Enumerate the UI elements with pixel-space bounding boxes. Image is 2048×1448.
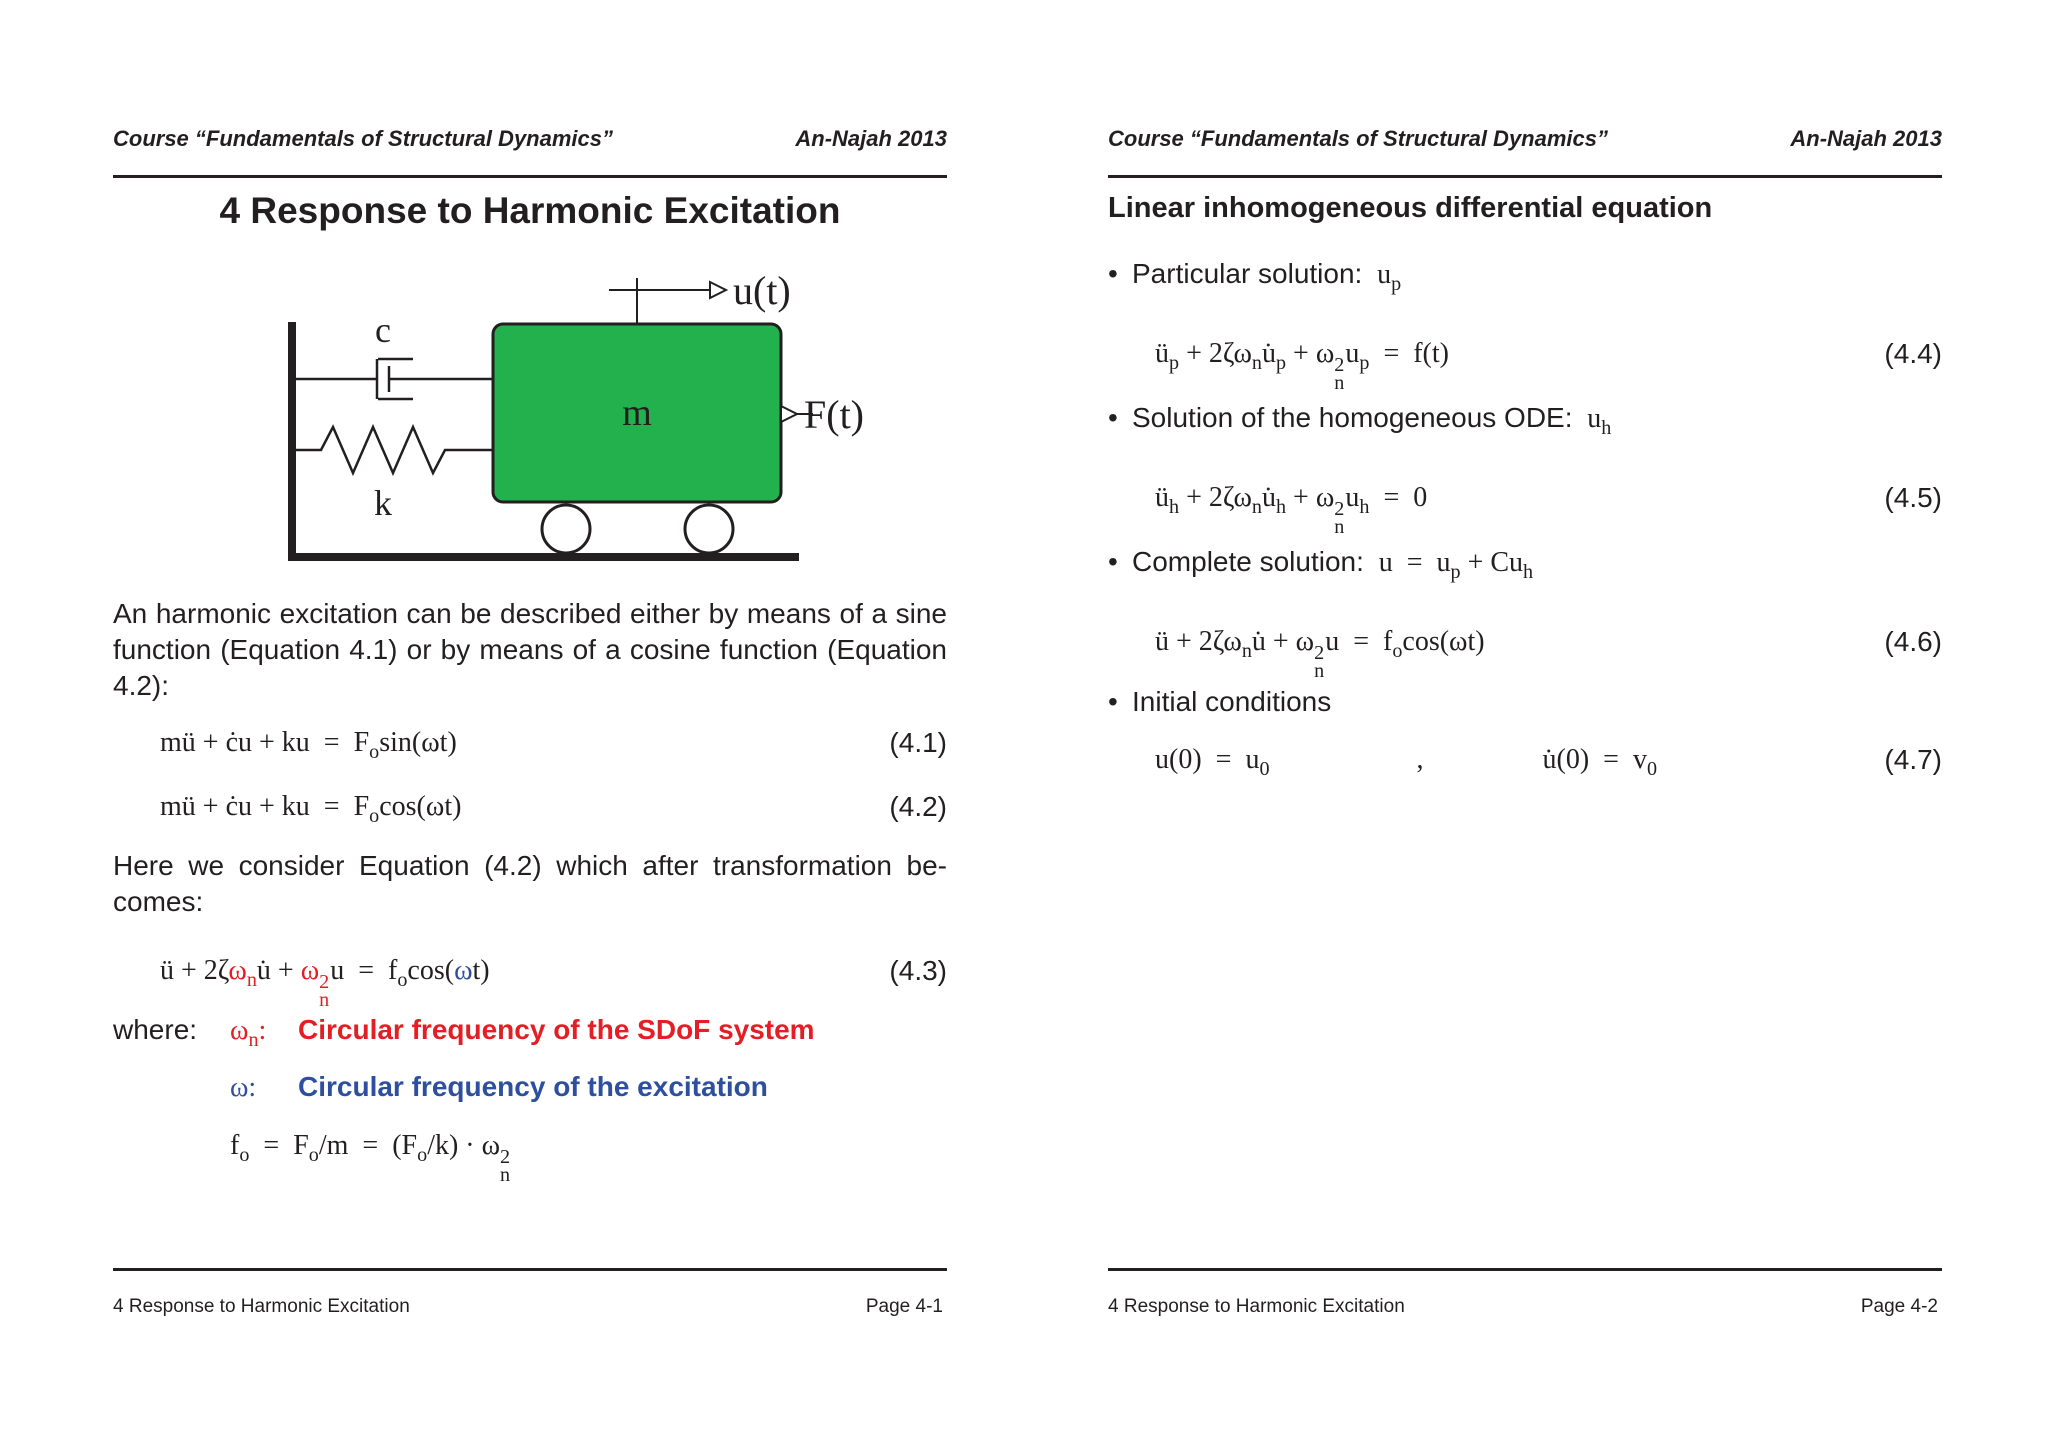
omega-n-symbol: $\omega_n$:: [230, 1015, 267, 1052]
footer-chapter: 4 Response to Harmonic Excitation: [1108, 1296, 1405, 1317]
displacement-label: u(t): [733, 268, 791, 313]
spring: [295, 427, 493, 473]
wheel-left: [542, 505, 590, 553]
spring-label: k: [374, 483, 392, 523]
header-rule: [113, 175, 947, 178]
equation-number-4-3: (4.3): [889, 955, 947, 986]
page-2: [1108, 0, 1942, 1448]
bullet-homogeneous-solution: • Solution of the homogeneous ODE: $u_h$: [1108, 402, 1612, 440]
bullet-text: Initial conditions: [1132, 686, 1332, 717]
bullet-text: Particular solution:: [1132, 258, 1363, 289]
omega-symbol: ω:: [230, 1072, 257, 1103]
omega-description: Circular frequency of the excitation: [298, 1071, 768, 1102]
footer-chapter: 4 Response to Harmonic Excitation: [113, 1296, 410, 1317]
section-heading: Linear inhomogeneous differential equation: [1108, 192, 1713, 224]
damper-label: c: [375, 310, 391, 350]
sdof-diagram: [173, 262, 813, 572]
equation-4-2: mü + ċu + ku = $F_o\cos(\omega t)$: [160, 791, 462, 828]
course-title: Course “Fundamentals of Structural Dynamics”: [1108, 126, 1608, 151]
equation-number-4-1: (4.1): [889, 727, 947, 758]
page-number: Page 4-1: [865, 1296, 943, 1317]
chapter-title: 4 Response to Harmonic Excitation: [219, 190, 841, 231]
bullet-particular-solution: • Particular solution: $u_p$: [1108, 258, 1402, 296]
header-rule: [1108, 175, 1942, 178]
transform-paragraph: Here we consider Equation (4.2) which after transformation be-comes:: [113, 850, 947, 917]
equation-4-7: $u(0) = u_0$ , u̇(0) = $v_0$: [1155, 744, 1658, 781]
force-label: F(t): [804, 392, 864, 437]
force-arrow-head: [773, 392, 953, 452]
wheel-right: [685, 505, 733, 553]
page-header: [1108, 126, 1942, 156]
force-amplitude-equation: $f_o = F_o/m = (F_o/k) \cdot \omega$ 2 n: [230, 1130, 511, 1187]
page-number: Page 4-2: [1860, 1296, 1938, 1317]
equation-4-1: mü + ċu + ku = $F_o\sin(\omega t)$: [160, 727, 457, 764]
page-1: [113, 0, 947, 1448]
equation-number-4-7: (4.7): [1884, 744, 1942, 775]
header-year: An-Najah 2013: [1790, 126, 1942, 151]
header-year: An-Najah 2013: [795, 126, 947, 151]
footer-rule: [1108, 1268, 1942, 1271]
equation-4-6: ü + $2\zeta\omega_nu̇ + \omega$ 2 n $u = f_o\cos(\omega t)$: [1155, 626, 1485, 683]
displacement-arrow: [609, 278, 726, 324]
equation-4-4: $ü_p$ + $2\zeta\omega_nu̇_p + \omega$ 2 n $u_p = f(t)$: [1155, 338, 1449, 395]
equation-4-3: ü + $2\zeta\omega_nu̇ + \omega$ 2 n $u = f_o\cos(\omega t)$: [160, 955, 490, 1012]
bullet-text: Solution of the homogeneous ODE:: [1132, 402, 1573, 433]
damper: [295, 359, 493, 399]
page-header: [113, 126, 947, 156]
omega-n-description: Circular frequency of the SDoF system: [298, 1014, 815, 1045]
bullet-text: Complete solution:: [1132, 546, 1364, 577]
bullet-complete-solution: • Complete solution: $u = u_p + Cu_h$: [1108, 546, 1534, 584]
equation-4-5: $ü_h$ + $2\zeta\omega_nu̇_h + \omega$ 2 n $u_h = 0$: [1155, 482, 1428, 539]
equation-number-4-2: (4.2): [889, 791, 947, 822]
bullet-initial-conditions: • Initial conditions: [1108, 686, 1332, 717]
where-label: where:: [113, 1014, 198, 1045]
equation-number-4-4: (4.4): [1884, 338, 1942, 369]
intro-paragraph: An harmonic excitation can be described either by means of a sine function (Equation 4.1) or by means of a cosine function (Equation 4.2):: [113, 598, 947, 701]
course-title: Course “Fundamentals of Structural Dynamics”: [113, 126, 613, 151]
footer-rule: [113, 1268, 947, 1271]
mass-label: m: [622, 392, 652, 434]
equation-number-4-6: (4.6): [1884, 626, 1942, 657]
equation-number-4-5: (4.5): [1884, 482, 1942, 513]
